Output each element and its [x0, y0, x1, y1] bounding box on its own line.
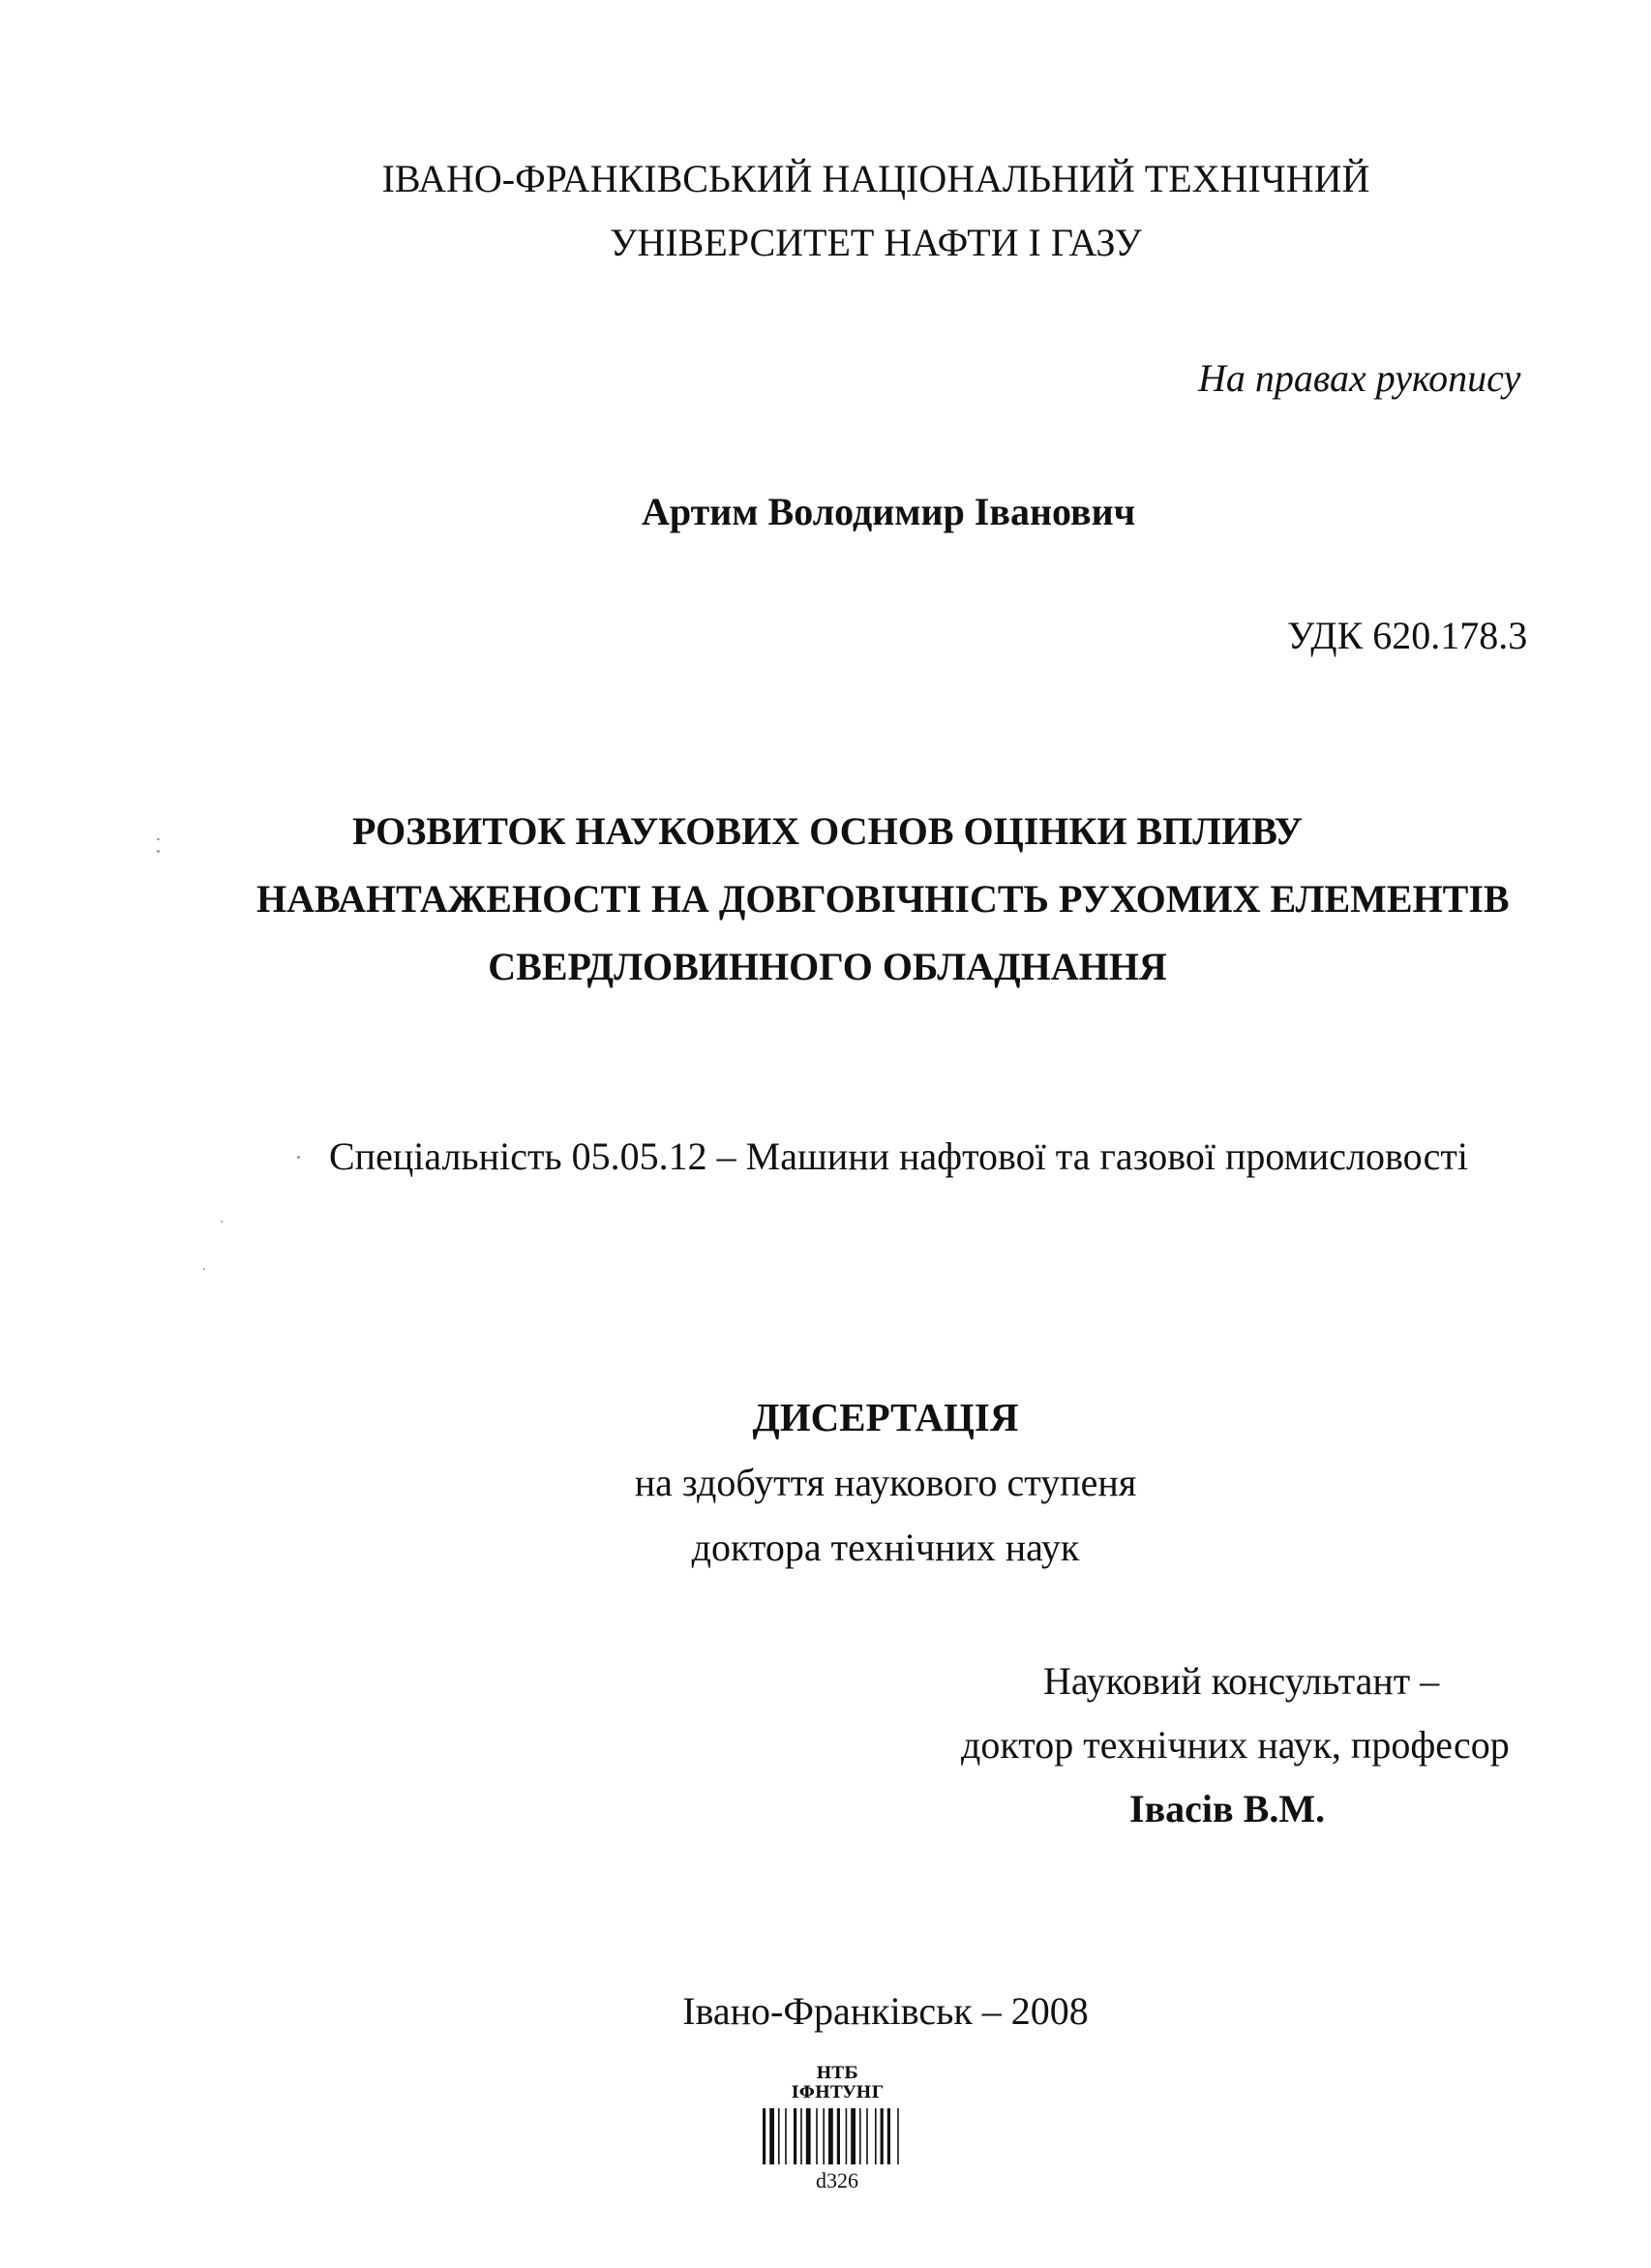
scan-speck	[203, 1268, 205, 1270]
barcode-bar	[859, 2108, 861, 2164]
barcode-bar	[846, 2108, 848, 2164]
barcode-bar	[800, 2108, 802, 2164]
barcode-bar	[763, 2108, 765, 2164]
scan-speck	[157, 838, 160, 840]
author-name: Артим Володимир Іванович	[642, 490, 1136, 533]
manuscript-note: На правах рукопису	[1198, 356, 1521, 400]
dissertation-title-line-2: НАВАНТАЖЕНОСТІ НА ДОВГОВІЧНІСТЬ РУХОМИХ ЕЛЕМЕНТІВ	[256, 877, 1510, 921]
university-name-line-1: ІВАНО-ФРАНКІВСЬКИЙ НАЦІОНАЛЬНИЙ ТЕХНІЧНИЙ	[381, 157, 1370, 200]
scan-speck	[221, 1221, 223, 1223]
consultant-title: доктор технічних наук, професор	[961, 1723, 1510, 1767]
barcode-bar	[828, 2108, 833, 2164]
barcode-icon	[763, 2108, 913, 2164]
city-year: Івано-Франківськ – 2008	[682, 1989, 1089, 2033]
udc-code: УДК 620.178.3	[1287, 614, 1528, 657]
library-stamp-line-2: ІФНТУНГ	[791, 2083, 884, 2102]
scan-speck	[157, 850, 160, 853]
university-name-line-2: УНІВЕРСИТЕТ НАФТИ І ГАЗУ	[610, 221, 1142, 264]
barcode-bar	[785, 2108, 787, 2164]
library-stamp	[755, 2066, 919, 2192]
barcode-bar	[887, 2108, 890, 2164]
barcode-bar	[897, 2108, 899, 2164]
scan-speck	[297, 1156, 300, 1159]
library-stamp-code: d326	[816, 2168, 858, 2192]
barcode-bar	[806, 2108, 811, 2164]
consultant-name: Івасів В.М.	[1129, 1787, 1326, 1830]
barcode-bar	[823, 2108, 825, 2164]
barcode-bar	[881, 2108, 884, 2164]
library-stamp-line-1: НТБ	[816, 2064, 858, 2083]
barcode-bar	[837, 2108, 840, 2164]
barcode-bar	[875, 2108, 877, 2164]
dissertation-title-line-3: СВЕРДЛОВИННОГО ОБЛАДНАННЯ	[488, 945, 1167, 988]
barcode-bar	[769, 2108, 774, 2164]
barcode-bar	[866, 2108, 868, 2164]
barcode-bar	[816, 2108, 818, 2164]
barcode-bar	[851, 2108, 856, 2164]
dissertation-heading: ДИСЕРТАЦІЯ	[752, 1395, 1019, 1439]
dissertation-title-line-1: РОЗВИТОК НАУКОВИХ ОСНОВ ОЦІНКИ ВПЛИВУ	[351, 809, 1304, 853]
consultant-role: Науковий консультант –	[1043, 1659, 1440, 1703]
barcode-bar	[778, 2108, 780, 2164]
specialty: Спеціальність 05.05.12 – Машини нафтової та газової промисловості	[329, 1134, 1468, 1178]
dissertation-degree-line-1: на здобуття наукового ступеня	[634, 1461, 1137, 1504]
barcode-bar	[794, 2108, 796, 2164]
dissertation-degree-line-2: доктора технічних наук	[691, 1526, 1080, 1569]
